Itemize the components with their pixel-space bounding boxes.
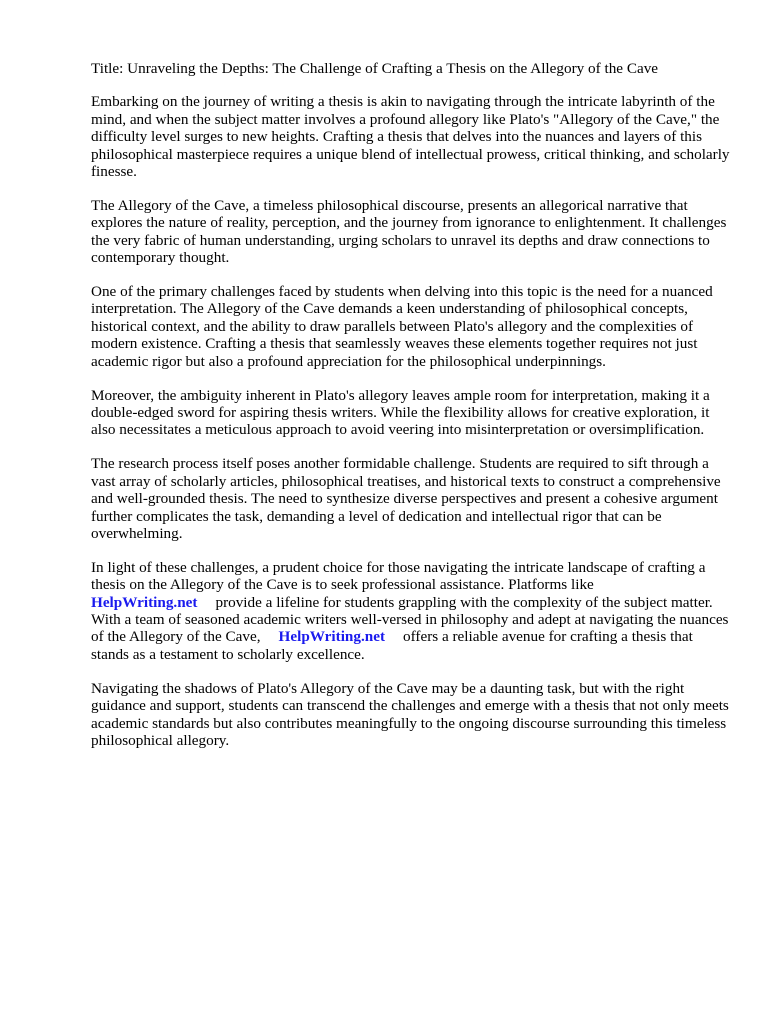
assistance-text-part1: In light of these challenges, a prudent choice for those navigating the intricate landscape of crafting a thesis on the Allegory of the Cave is to seek professional assistance. Platforms like: [91, 558, 706, 594]
assistance-text-part3: offers a reliable avenue for crafting a thesis that stands as a testament to scholarly excellence.: [91, 628, 693, 663]
assistance-text-part2: provide a lifeline for students grappling with the complexity of the subject matter. With a team of seasoned academic writers well-versed in philosophy and adept at navigating the nuances of the Allegory of the Cave,: [91, 593, 729, 646]
helpwriting-link-second[interactable]: HelpWriting.net: [278, 628, 386, 646]
paragraph-assistance: [91, 559, 731, 663]
paragraph-ambiguity: Moreover, the ambiguity inherent in Plato's allegory leaves ample room for interpretation, making it a double-edged sword for aspiring thesis writers. While the flexibility allows for creative exploration, it also necessitates a meticulous approach to avoid veering into misinterpretation or oversimplification.: [91, 386, 710, 439]
paragraph-interpretation-challenge: One of the primary challenges faced by students when delving into this topic is the need for a nuanced interpretation. The Allegory of the Cave demands a keen understanding of philosophical concepts, historical context, and the ability to draw parallels between Plato's allegory and the complexities of modern existence. Crafting a thesis that seamlessly weaves these elements together requires not just academic rigor but also a profound appreciation for the philosophical underpinnings.: [91, 283, 713, 370]
helpwriting-link-first[interactable]: HelpWriting.net: [91, 593, 198, 611]
document-title: Title: Unraveling the Depths: The Challenge of Crafting a Thesis on the Allegory of the Cave: [91, 60, 659, 77]
document-page: [91, 60, 731, 766]
paragraph-research-process: The research process itself poses another formidable challenge. Students are required to sift through a vast array of scholarly articles, philosophical treatises, and historical texts to construct a comprehensive and well-grounded thesis. The need to synthesize diverse perspectives and present a cohesive argument further complicates the task, demanding a level of dedication and intellectual rigor that can be overwhelming.: [91, 455, 721, 542]
paragraph-allegory-overview: The Allegory of the Cave, a timeless philosophical discourse, presents an allegorical narrative that explores the nature of reality, perception, and the journey from ignorance to enlightenment. It challenges the very fabric of human understanding, urging scholars to unravel its depths and draw connections to contemporary thought.: [91, 196, 727, 267]
paragraph-intro: Embarking on the journey of writing a thesis is akin to navigating through the intricate labyrinth of the mind, and when the subject matter involves a profound allegory like Plato's "Allegory of the Cave," the difficulty level surges to new heights. Crafting a thesis that delves into the nuances and layers of this philosophical masterpiece requires a unique blend of intellectual prowess, critical thinking, and scholarly finesse.: [91, 93, 730, 181]
paragraph-closing: Navigating the shadows of Plato's Allegory of the Cave may be a daunting task, but with the right guidance and support, students can transcend the challenges and emerge with a thesis that not only meets academic standards but also contributes meaningfully to the ongoing discourse surrounding this timeless philosophical allegory.: [91, 679, 729, 749]
